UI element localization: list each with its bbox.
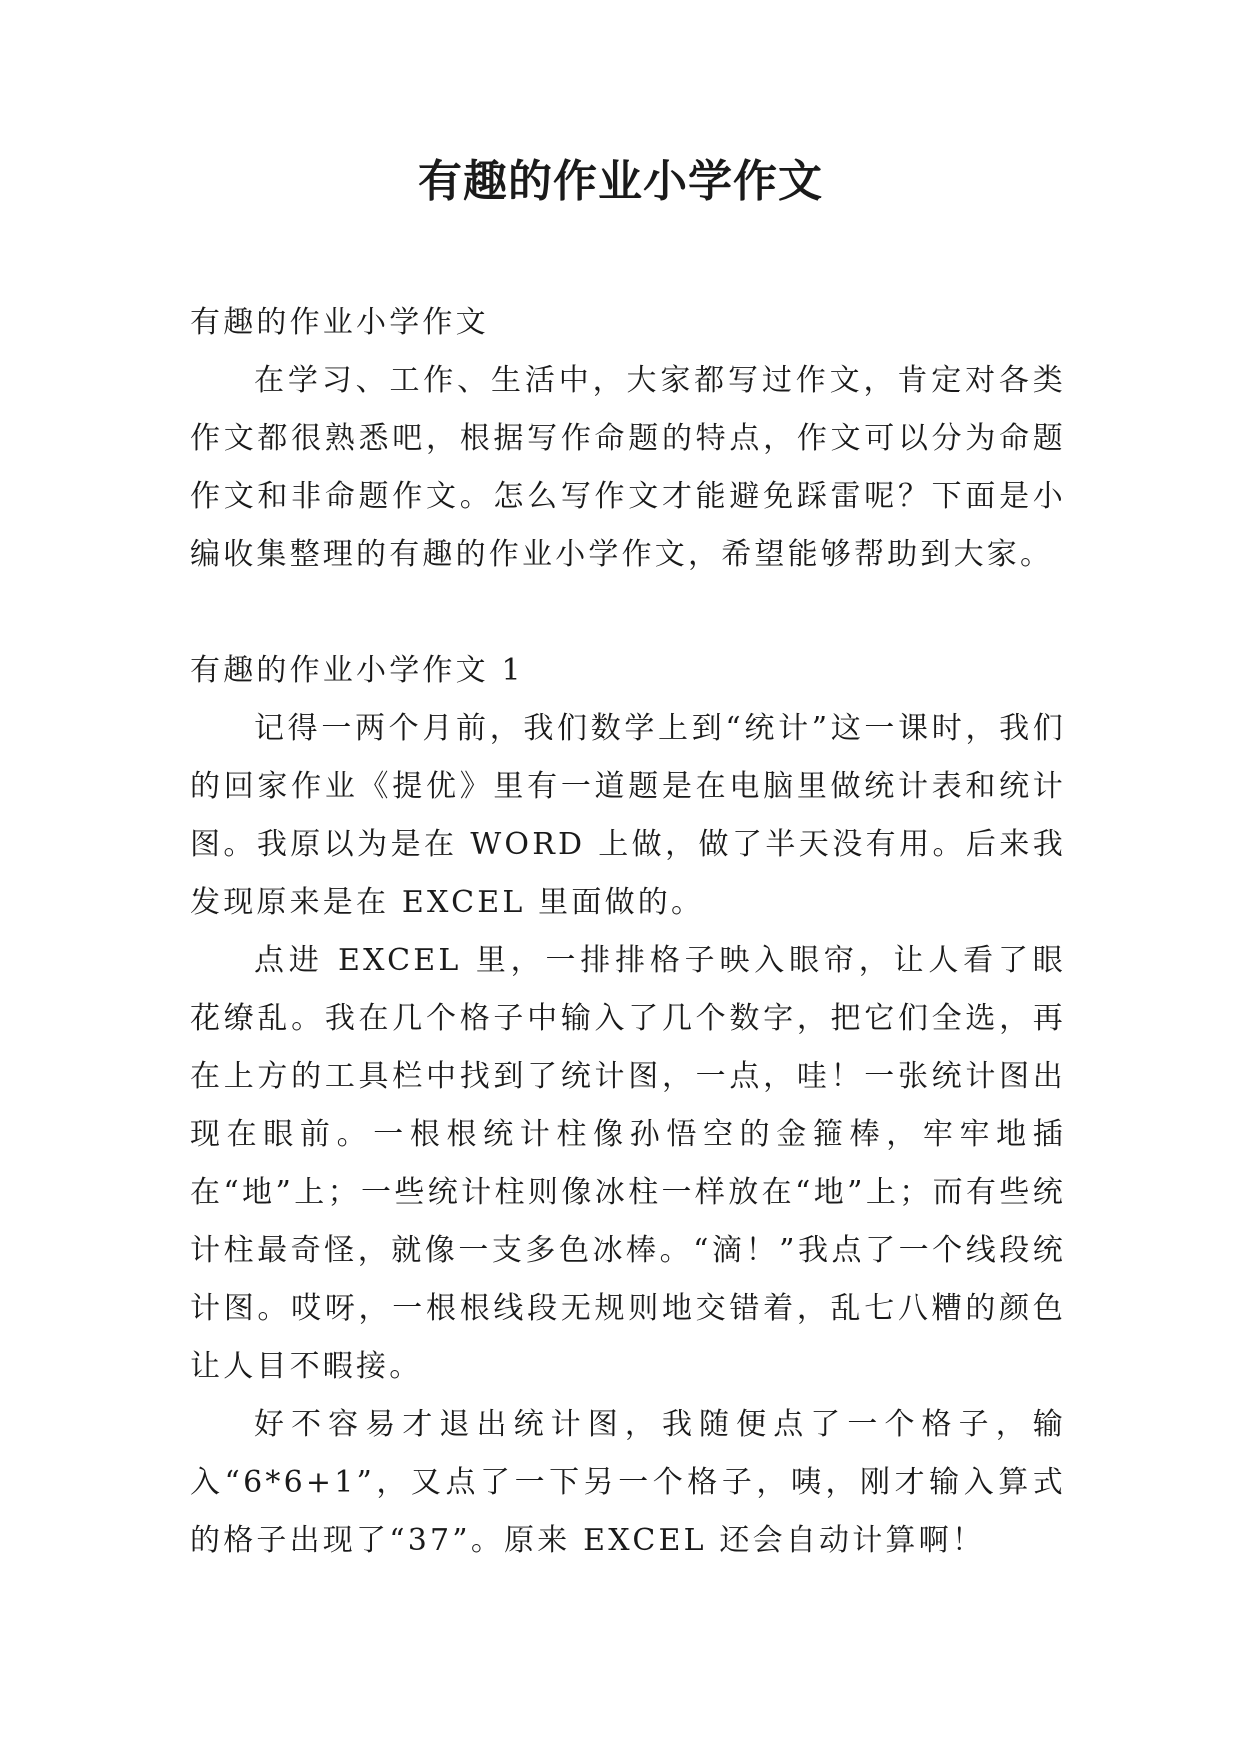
section-paragraph-3: 好不容易才退出统计图，我随便点了一个格子，输入“6*6+1”，又点了一下另一个格子，咦，刚才输入算式的格子出现了“37”。原来 EXCEL 还会自动计算啊！: [190, 1407, 1066, 1558]
intro-heading: 有趣的作业小学作文: [190, 305, 489, 340]
section-spacer: [190, 584, 1066, 642]
section-heading: 有趣的作业小学作文 1: [190, 653, 524, 688]
section-paragraph-2: 点进 EXCEL 里，一排排格子映入眼帘，让人看了眼花缭乱。我在几个格子中输入了几个数字，把它们全选，再在上方的工具栏中找到了统计图，一点，哇！一张统计图出现在眼前。一根根统计柱像孙悟空的金箍棒，牢牢地插在“地”上；一些统计柱则像冰柱一样放在“地”上；而有些统计柱最奇怪，就像一支多色冰棒。“滴！”我点了一个线段统计图。哎呀，一根根线段无规则地交错着，乱七八糟的颜色让人目不暇接。: [190, 943, 1066, 1384]
document-title: 有趣的作业小学作文: [418, 156, 823, 207]
document-body: [190, 294, 1066, 1570]
intro-paragraph: 在学习、工作、生活中，大家都写过作文，肯定对各类作文都很熟悉吧，根据写作命题的特点，作文可以分为命题作文和非命题作文。怎么写作文才能避免踩雷呢？下面是小编收集整理的有趣的作业小学作文，希望能够帮助到大家。: [190, 363, 1066, 572]
section-paragraph-1: 记得一两个月前，我们数学上到“统计”这一课时，我们的回家作业《提优》里有一道题是在电脑里做统计表和统计图。我原以为是在 WORD 上做，做了半天没有用。后来我发现原来是在 EXCEL 里面做的。: [190, 711, 1066, 920]
